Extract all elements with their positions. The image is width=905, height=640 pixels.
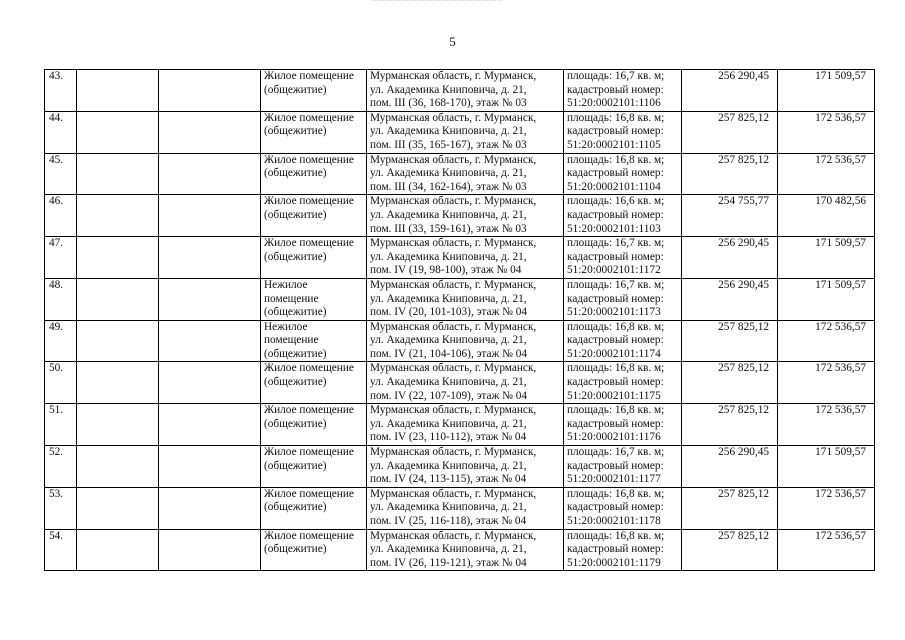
table-row [45, 153, 875, 195]
empty-cell [159, 320, 261, 362]
details-line: кадастровый номер: [567, 417, 664, 430]
address-line: ул. Академика Книповича, д. 21, [370, 543, 527, 556]
value-cell: 172 536,57 [778, 362, 875, 404]
address-line: Мурманская область, г. Мурманск, [370, 70, 537, 82]
address-line: пом. IV (25, 116-118), этаж № 04 [370, 515, 527, 527]
type-line: Жилое помещение [264, 446, 354, 459]
type-line: Жилое помещение [264, 404, 354, 417]
type-line: Жилое помещение [264, 487, 354, 500]
table-row [45, 446, 875, 488]
details-line: 51:20:0002101:1103 [567, 222, 661, 235]
address-line: ул. Академика Книповича, д. 21, [370, 83, 527, 96]
address-cell [367, 404, 564, 446]
table-row [45, 195, 875, 237]
value-cell: 172 536,57 [778, 111, 875, 153]
address-line: ул. Академика Книповича, д. 21, [370, 459, 527, 472]
type-line: (общежитие) [264, 347, 327, 360]
value-cell: 256 290,45 [682, 278, 778, 320]
address-line: Мурманская область, г. Мурманск, [370, 237, 537, 250]
details-line: кадастровый номер: [567, 334, 664, 347]
address-line: Мурманская область, г. Мурманск, [370, 529, 537, 542]
address-cell [367, 529, 564, 571]
empty-cell [159, 111, 261, 153]
details-line: площадь: 16,7 кв. м; [567, 278, 665, 291]
type-line: Жилое помещение [264, 70, 354, 82]
value-cell: 257 825,12 [682, 487, 778, 529]
details-line: 51:20:0002101:1104 [567, 180, 661, 193]
details-cell [564, 153, 682, 195]
value-cell: 254 755,77 [682, 195, 778, 237]
type-line: (общежитие) [264, 306, 327, 319]
empty-cell [159, 237, 261, 279]
address-cell [367, 70, 564, 112]
row-number-cell: 45. [45, 153, 77, 195]
details-line: площадь: 16,8 кв. м; [567, 529, 665, 542]
details-line: 51:20:0002101:1178 [567, 515, 661, 527]
address-line: ул. Академика Книповича, д. 21, [370, 208, 527, 221]
address-line: ул. Академика Книповича, д. 21, [370, 167, 527, 180]
details-line: 51:20:0002101:1173 [567, 306, 661, 319]
address-cell [367, 237, 564, 279]
row-number-cell: 43. [45, 70, 77, 112]
empty-cell [77, 195, 159, 237]
empty-cell [159, 153, 261, 195]
property-type-cell [261, 70, 367, 112]
type-line: (общежитие) [264, 125, 327, 138]
empty-cell [77, 153, 159, 195]
details-line: 51:20:0002101:1175 [567, 389, 661, 402]
row-number-cell: 47. [45, 237, 77, 279]
details-cell [564, 529, 682, 571]
type-line: (общежитие) [264, 417, 327, 430]
details-line: площадь: 16,8 кв. м; [567, 153, 665, 166]
address-cell [367, 320, 564, 362]
property-type-cell [261, 278, 367, 320]
table-row [45, 362, 875, 404]
address-line: пом. III (35, 165-167), этаж № 03 [370, 138, 527, 151]
details-cell [564, 278, 682, 320]
details-cell [564, 362, 682, 404]
value-cell: 171 509,57 [778, 237, 875, 279]
type-line: (общежитие) [264, 459, 327, 472]
empty-cell [77, 320, 159, 362]
address-line: пом. IV (20, 101-103), этаж № 04 [370, 306, 528, 319]
empty-cell [77, 487, 159, 529]
table-row [45, 237, 875, 279]
value-cell: 257 825,12 [682, 153, 778, 195]
details-cell [564, 404, 682, 446]
address-cell [367, 111, 564, 153]
type-line: (общежитие) [264, 208, 327, 221]
empty-cell [159, 529, 261, 571]
details-line: площадь: 16,8 кв. м; [567, 487, 665, 500]
address-line: ул. Академика Книповича, д. 21, [370, 334, 527, 347]
details-line: кадастровый номер: [567, 543, 664, 556]
property-type-cell [261, 362, 367, 404]
empty-cell [159, 278, 261, 320]
details-line: площадь: 16,8 кв. м; [567, 404, 665, 417]
address-line: пом. IV (23, 110-112), этаж № 04 [370, 431, 527, 444]
address-line: Мурманская область, г. Мурманск, [370, 153, 537, 166]
address-line: ул. Академика Книповича, д. 21, [370, 125, 527, 138]
details-line: 51:20:0002101:1179 [567, 556, 661, 569]
address-line: ул. Академика Книповича, д. 21, [370, 292, 527, 305]
type-line: помещение [264, 334, 319, 347]
property-type-cell [261, 237, 367, 279]
address-cell [367, 195, 564, 237]
details-cell [564, 237, 682, 279]
address-line: Мурманская область, г. Мурманск, [370, 404, 537, 417]
details-line: 51:20:0002101:1174 [567, 347, 661, 360]
type-line: (общежитие) [264, 167, 327, 180]
empty-cell [77, 529, 159, 571]
details-line: площадь: 16,8 кв. м; [567, 320, 665, 333]
empty-cell [159, 195, 261, 237]
value-cell: 170 482,56 [778, 195, 875, 237]
row-number-cell: 54. [45, 529, 77, 571]
details-line: 51:20:0002101:1176 [567, 431, 661, 444]
type-line: Нежилое [264, 320, 308, 333]
property-type-cell [261, 153, 367, 195]
row-number-cell: 51. [45, 404, 77, 446]
empty-cell [77, 237, 159, 279]
type-line: Жилое помещение [264, 237, 354, 250]
details-line: кадастровый номер: [567, 167, 664, 180]
table-row [45, 529, 875, 571]
address-line: Мурманская область, г. Мурманск, [370, 487, 537, 500]
details-line: 51:20:0002101:1106 [567, 97, 661, 110]
property-type-cell [261, 529, 367, 571]
value-cell: 256 290,45 [682, 70, 778, 112]
value-cell: 257 825,12 [682, 320, 778, 362]
value-cell: 257 825,12 [682, 111, 778, 153]
address-line: Мурманская область, г. Мурманск, [370, 446, 537, 459]
details-line: 51:20:0002101:1105 [567, 138, 661, 151]
table-row [45, 278, 875, 320]
empty-cell [77, 111, 159, 153]
type-line: Жилое помещение [264, 111, 354, 124]
empty-cell [159, 404, 261, 446]
address-line: пом. III (36, 168-170), этаж № 03 [370, 97, 527, 110]
page-number: 5 [449, 34, 456, 49]
empty-cell [159, 487, 261, 529]
empty-cell [77, 446, 159, 488]
details-line: площадь: 16,7 кв. м; [567, 237, 665, 250]
table-row [45, 320, 875, 362]
property-type-cell [261, 487, 367, 529]
details-cell [564, 70, 682, 112]
details-cell [564, 111, 682, 153]
details-line: кадастровый номер: [567, 83, 664, 96]
table-row [45, 70, 875, 112]
property-registry-table [44, 69, 875, 571]
row-number-cell: 50. [45, 362, 77, 404]
details-line: кадастровый номер: [567, 292, 664, 305]
address-line: Мурманская область, г. Мурманск, [370, 195, 537, 208]
empty-cell [159, 70, 261, 112]
type-line: Жилое помещение [264, 153, 354, 166]
row-number-cell: 48. [45, 278, 77, 320]
address-line: пом. IV (26, 119-121), этаж № 04 [370, 556, 527, 569]
empty-cell [159, 362, 261, 404]
details-line: кадастровый номер: [567, 125, 664, 138]
address-line: ул. Академика Книповича, д. 21, [370, 417, 527, 430]
empty-cell [77, 278, 159, 320]
row-number-cell: 53. [45, 487, 77, 529]
type-line: Жилое помещение [264, 195, 354, 208]
details-cell [564, 487, 682, 529]
type-line: (общежитие) [264, 501, 327, 514]
address-line: Мурманская область, г. Мурманск, [370, 320, 537, 333]
value-cell: 257 825,12 [682, 362, 778, 404]
address-cell [367, 153, 564, 195]
value-cell: 256 290,45 [682, 237, 778, 279]
address-line: Мурманская область, г. Мурманск, [370, 362, 537, 375]
type-line: Жилое помещение [264, 362, 354, 375]
type-line: (общежитие) [264, 376, 327, 389]
type-line: Нежилое [264, 278, 308, 291]
details-line: 51:20:0002101:1177 [567, 473, 661, 486]
address-cell [367, 278, 564, 320]
property-type-cell [261, 404, 367, 446]
type-line: помещение [264, 292, 319, 305]
property-type-cell [261, 195, 367, 237]
value-cell: 172 536,57 [778, 529, 875, 571]
value-cell: 171 509,57 [778, 278, 875, 320]
property-type-cell [261, 320, 367, 362]
type-line: (общежитие) [264, 83, 327, 96]
details-line: кадастровый номер: [567, 501, 664, 514]
row-number-cell: 46. [45, 195, 77, 237]
empty-cell [77, 70, 159, 112]
value-cell: 257 825,12 [682, 529, 778, 571]
details-line: площадь: 16,8 кв. м; [567, 111, 665, 124]
address-line: пом. IV (19, 98-100), этаж № 04 [370, 264, 522, 277]
details-line: 51:20:0002101:1172 [567, 264, 661, 277]
row-number-cell: 49. [45, 320, 77, 362]
address-line: пом. IV (22, 107-109), этаж № 04 [370, 389, 528, 402]
value-cell: 171 509,57 [778, 446, 875, 488]
details-cell [564, 446, 682, 488]
property-type-cell [261, 446, 367, 488]
value-cell: 171 509,57 [778, 70, 875, 112]
value-cell: 256 290,45 [682, 446, 778, 488]
address-line: пом. III (34, 162-164), этаж № 03 [370, 180, 527, 193]
address-line: Мурманская область, г. Мурманск, [370, 278, 537, 291]
value-cell: 257 825,12 [682, 404, 778, 446]
address-line: пом. IV (21, 104-106), этаж № 04 [370, 347, 528, 360]
address-cell [367, 487, 564, 529]
details-line: площадь: 16,7 кв. м; [567, 70, 665, 82]
details-cell [564, 195, 682, 237]
details-line: кадастровый номер: [567, 250, 664, 263]
empty-cell [159, 446, 261, 488]
details-line: кадастровый номер: [567, 208, 664, 221]
empty-cell [77, 362, 159, 404]
details-line: площадь: 16,8 кв. м; [567, 362, 665, 375]
details-cell [564, 320, 682, 362]
details-line: кадастровый номер: [567, 376, 664, 389]
value-cell: 172 536,57 [778, 153, 875, 195]
address-line: пом. IV (24, 113-115), этаж № 04 [370, 473, 527, 486]
details-line: площадь: 16,6 кв. м; [567, 195, 665, 208]
address-cell [367, 446, 564, 488]
type-line: (общежитие) [264, 250, 327, 263]
address-line: пом. III (33, 159-161), этаж № 03 [370, 222, 527, 235]
address-line: ул. Академика Книповича, д. 21, [370, 376, 527, 389]
value-cell: 172 536,57 [778, 404, 875, 446]
value-cell: 172 536,57 [778, 320, 875, 362]
table-row [45, 111, 875, 153]
scan-artifact [372, 0, 502, 7]
address-line: Мурманская область, г. Мурманск, [370, 111, 537, 124]
value-cell: 172 536,57 [778, 487, 875, 529]
table-row [45, 404, 875, 446]
details-line: кадастровый номер: [567, 459, 664, 472]
table-row [45, 487, 875, 529]
address-cell [367, 362, 564, 404]
property-type-cell [261, 111, 367, 153]
type-line: (общежитие) [264, 543, 327, 556]
table-body [45, 70, 875, 571]
row-number-cell: 52. [45, 446, 77, 488]
row-number-cell: 44. [45, 111, 77, 153]
type-line: Жилое помещение [264, 529, 354, 542]
address-line: ул. Академика Книповича, д. 21, [370, 250, 527, 263]
address-line: ул. Академика Книповича, д. 21, [370, 501, 527, 514]
details-line: площадь: 16,7 кв. м; [567, 446, 665, 459]
empty-cell [77, 404, 159, 446]
